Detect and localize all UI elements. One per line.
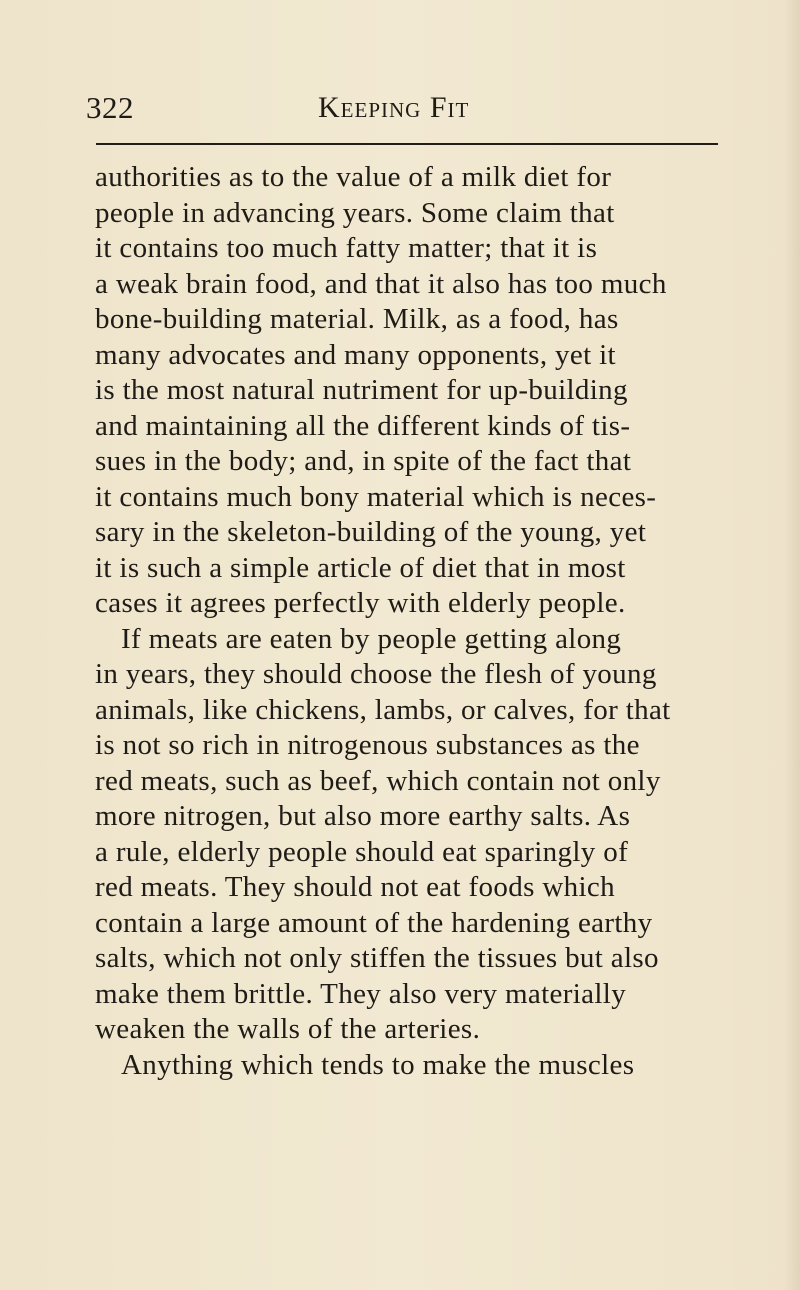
text-line: and maintaining all the different kinds of tis- <box>95 409 631 442</box>
running-title: Keeping Fit <box>318 91 470 124</box>
text-line: sues in the body; and, in spite of the fact that <box>95 445 632 477</box>
page-edge-shadow <box>784 0 800 1290</box>
page-number: 322 <box>86 90 134 125</box>
text-line: more nitrogen, but also more earthy salts. As <box>95 800 631 832</box>
text-line: a rule, elderly people should eat sparingly of <box>95 835 629 868</box>
text-line: contain a large amount of the hardening earthy <box>95 906 653 939</box>
body-text <box>95 160 735 1083</box>
text-line: salts, which not only stiffen the tissues but also <box>95 942 659 974</box>
text-line: is the most natural nutriment for up-building <box>95 374 628 406</box>
text-line: Anything which tends to make the muscles <box>121 1048 635 1081</box>
text-line: make them brittle. They also very materially <box>95 977 627 1010</box>
page-header <box>86 88 720 128</box>
text-line: it is such a simple article of diet that in most <box>95 551 626 584</box>
text-line: authorities as to the value of a milk diet for <box>95 161 612 193</box>
header-rule <box>96 143 718 145</box>
text-line: animals, like chickens, lambs, or calves, for that <box>95 693 671 726</box>
text-line: it contains much bony material which is neces- <box>95 480 657 513</box>
text-line: many advocates and many opponents, yet it <box>95 338 616 371</box>
text-line: bone-building material. Milk, as a food, has <box>95 303 619 335</box>
text-line: people in advancing years. Some claim that <box>95 196 615 229</box>
text-line: is not so rich in nitrogenous substances as the <box>95 729 640 761</box>
text-line: red meats. They should not eat foods which <box>95 871 615 903</box>
text-line: red meats, such as beef, which contain not only <box>95 764 661 797</box>
text-line: cases it agrees perfectly with elderly people. <box>95 587 626 619</box>
text-line: a weak brain food, and that it also has too much <box>95 267 667 300</box>
text-line: If meats are eaten by people getting along <box>121 622 622 655</box>
text-line: it contains too much fatty matter; that it is <box>95 232 598 264</box>
text-line: in years, they should choose the flesh of young <box>95 658 657 690</box>
text-line: weaken the walls of the arteries. <box>95 1013 481 1045</box>
text-line: sary in the skeleton-building of the young, yet <box>95 516 647 548</box>
